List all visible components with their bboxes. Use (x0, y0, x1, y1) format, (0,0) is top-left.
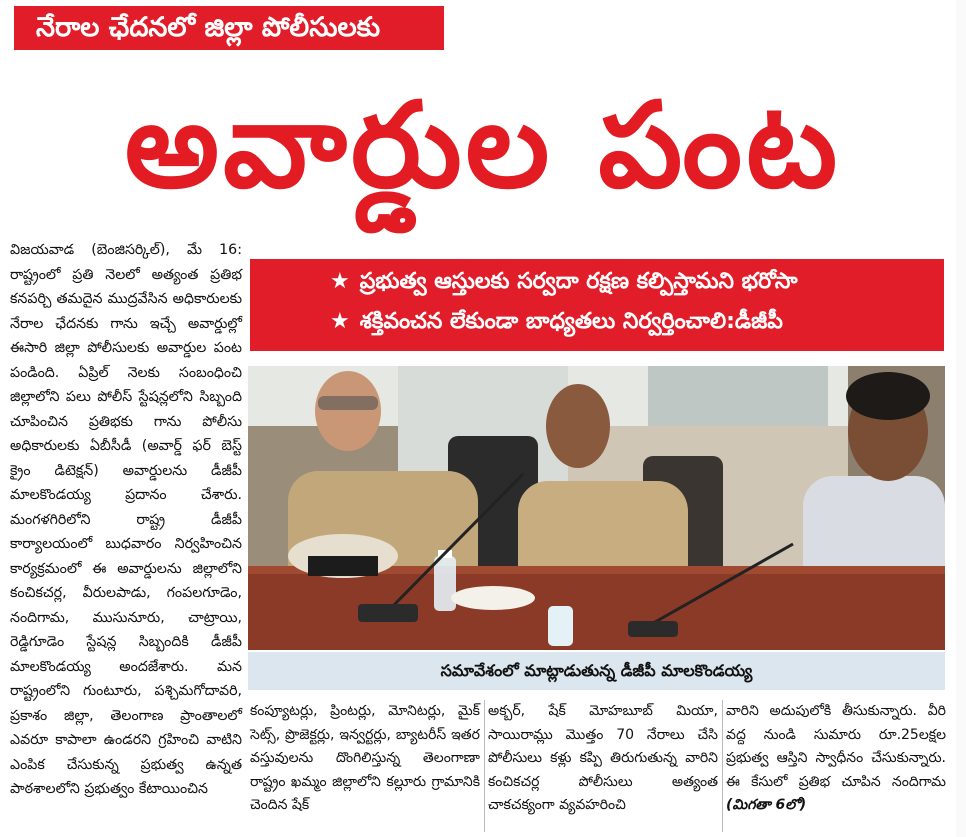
continued-on-page-note: (మిగతా 6లో) (726, 797, 807, 813)
photo-caption: సమావేశంలో మాట్లాడుతున్న డీజీపీ మాలకొండయ్య (248, 652, 945, 690)
highlight-line: ★ శక్తివంచన లేకుండా బాధ్యతలు నిర్వర్తించాలి:డీజీపీ (330, 309, 783, 334)
star-icon: ★ (330, 309, 350, 334)
column-divider (722, 700, 723, 832)
page-edge (956, 0, 966, 837)
headline: అవార్డుల పంట (124, 75, 842, 214)
kicker-banner: నేరాల ఛేదనలో జిల్లా పోలీసులకు (14, 6, 444, 50)
column-divider (484, 700, 485, 832)
news-photo (248, 366, 945, 650)
star-icon: ★ (330, 269, 350, 294)
article-body-column-4: వారిని అదుపులోకి తీసుకున్నారు. వీరి వద్ద నుండి సుమారు రూ.25లక్షల ప్రభుత్వ ఆస్తిని స్వాధీనం చేసుకున్నారు. ఈ కేసులో ప్రతిభ చూపిన నందిగామ (మిగతా 6లో) (726, 703, 946, 813)
article-body-left-column: విజయవాడ (బెంజిసర్కిల్), మే 16: రాష్ట్రంలో ప్రతి నెలలో అత్యంత ప్రతిభ కనపర్చి తమదైన ముద్రవేసిన అధికారులకు నేరాల ఛేదనకు గాను ఇచ్చే అవార్డుల్లో ఈసారి జిల్లా పోలీసులకు అవార్డుల పంట పండింది. ఏప్రిల్ నెలకు సంబంధించి జిల్లాలోని పలు పోలీస్ స్టేషన్లలోని సిబ్బంది చూపించిన ప్రతిభకు గాను పోలీసు అధికారులకు ఏబీసీడీ (అవార్డ్ ఫర్ బెస్ట్ క్రైం డిటెక్షన్) అవార్డులను డీజీపీ మాలకొండయ్య ప్రదానం చేశారు. మంగళగిరిలోని రాష్ట్ర డీజీపీ కార్యాలయంలో బుధవారం నిర్వహించిన కార్యక్రమంలో ఈ అవార్డులను జిల్లాలోని కంచికచర్ల, వీరులపాడు, గంపలగూడెం, నందిగామ, ముసునూరు, చాట్రాయి, రెడ్డిగూడెం స్టేషన్ల సిబ్బందికి డీజీపీ మాలకొండయ్య అందజేశారు. మన రాష్ట్రంలోని గుంటూరు, పశ్చిమగోదావరి, ప్రకాశం జిల్లా, తెలంగాణ ప్రాంతాలలో ఎవరూ కాపాలా ఉండరని గ్రహించి వాటిని ఎంపిక చేసుకున్న ప్రభుత్వ ఉన్నత పాఠశాలలోని ప్రభుత్వం కేటాయించిన (10, 242, 242, 797)
highlight-line: ★ ప్రభుత్వ ఆస్తులకు సర్వదా రక్షణ కల్పిస్తామని భరోసా (330, 269, 798, 294)
article-body-column-2: కంప్యూటర్లు, ప్రింటర్లు, మోనిటర్లు, మైక్ సెట్స్, ప్రొజెక్టర్లు, ఇన్వర్టర్లు, బ్యాటరీస్ ఇతర వస్తువులను దొంగిలిస్తున్న తెలంగాణా రాష్ట్రం ఖమ్మం జిల్లాలోని కల్లూరు గ్రామానికి చెందిన షేక్ (250, 703, 480, 813)
article-body-column-3: అక్బర్, షేక్ మోహబూబ్ మియా, సాయిరామ్లు మొత్తం 70 నేరాలు చేసి పోలీసులు కళ్లు కప్పి తిరుగుతున్న వారిని కంచికచర్ల పోలీసులు అత్యంత చాకచక్యంగా వ్యవహరించి (488, 703, 718, 813)
highlights-box (250, 259, 944, 351)
